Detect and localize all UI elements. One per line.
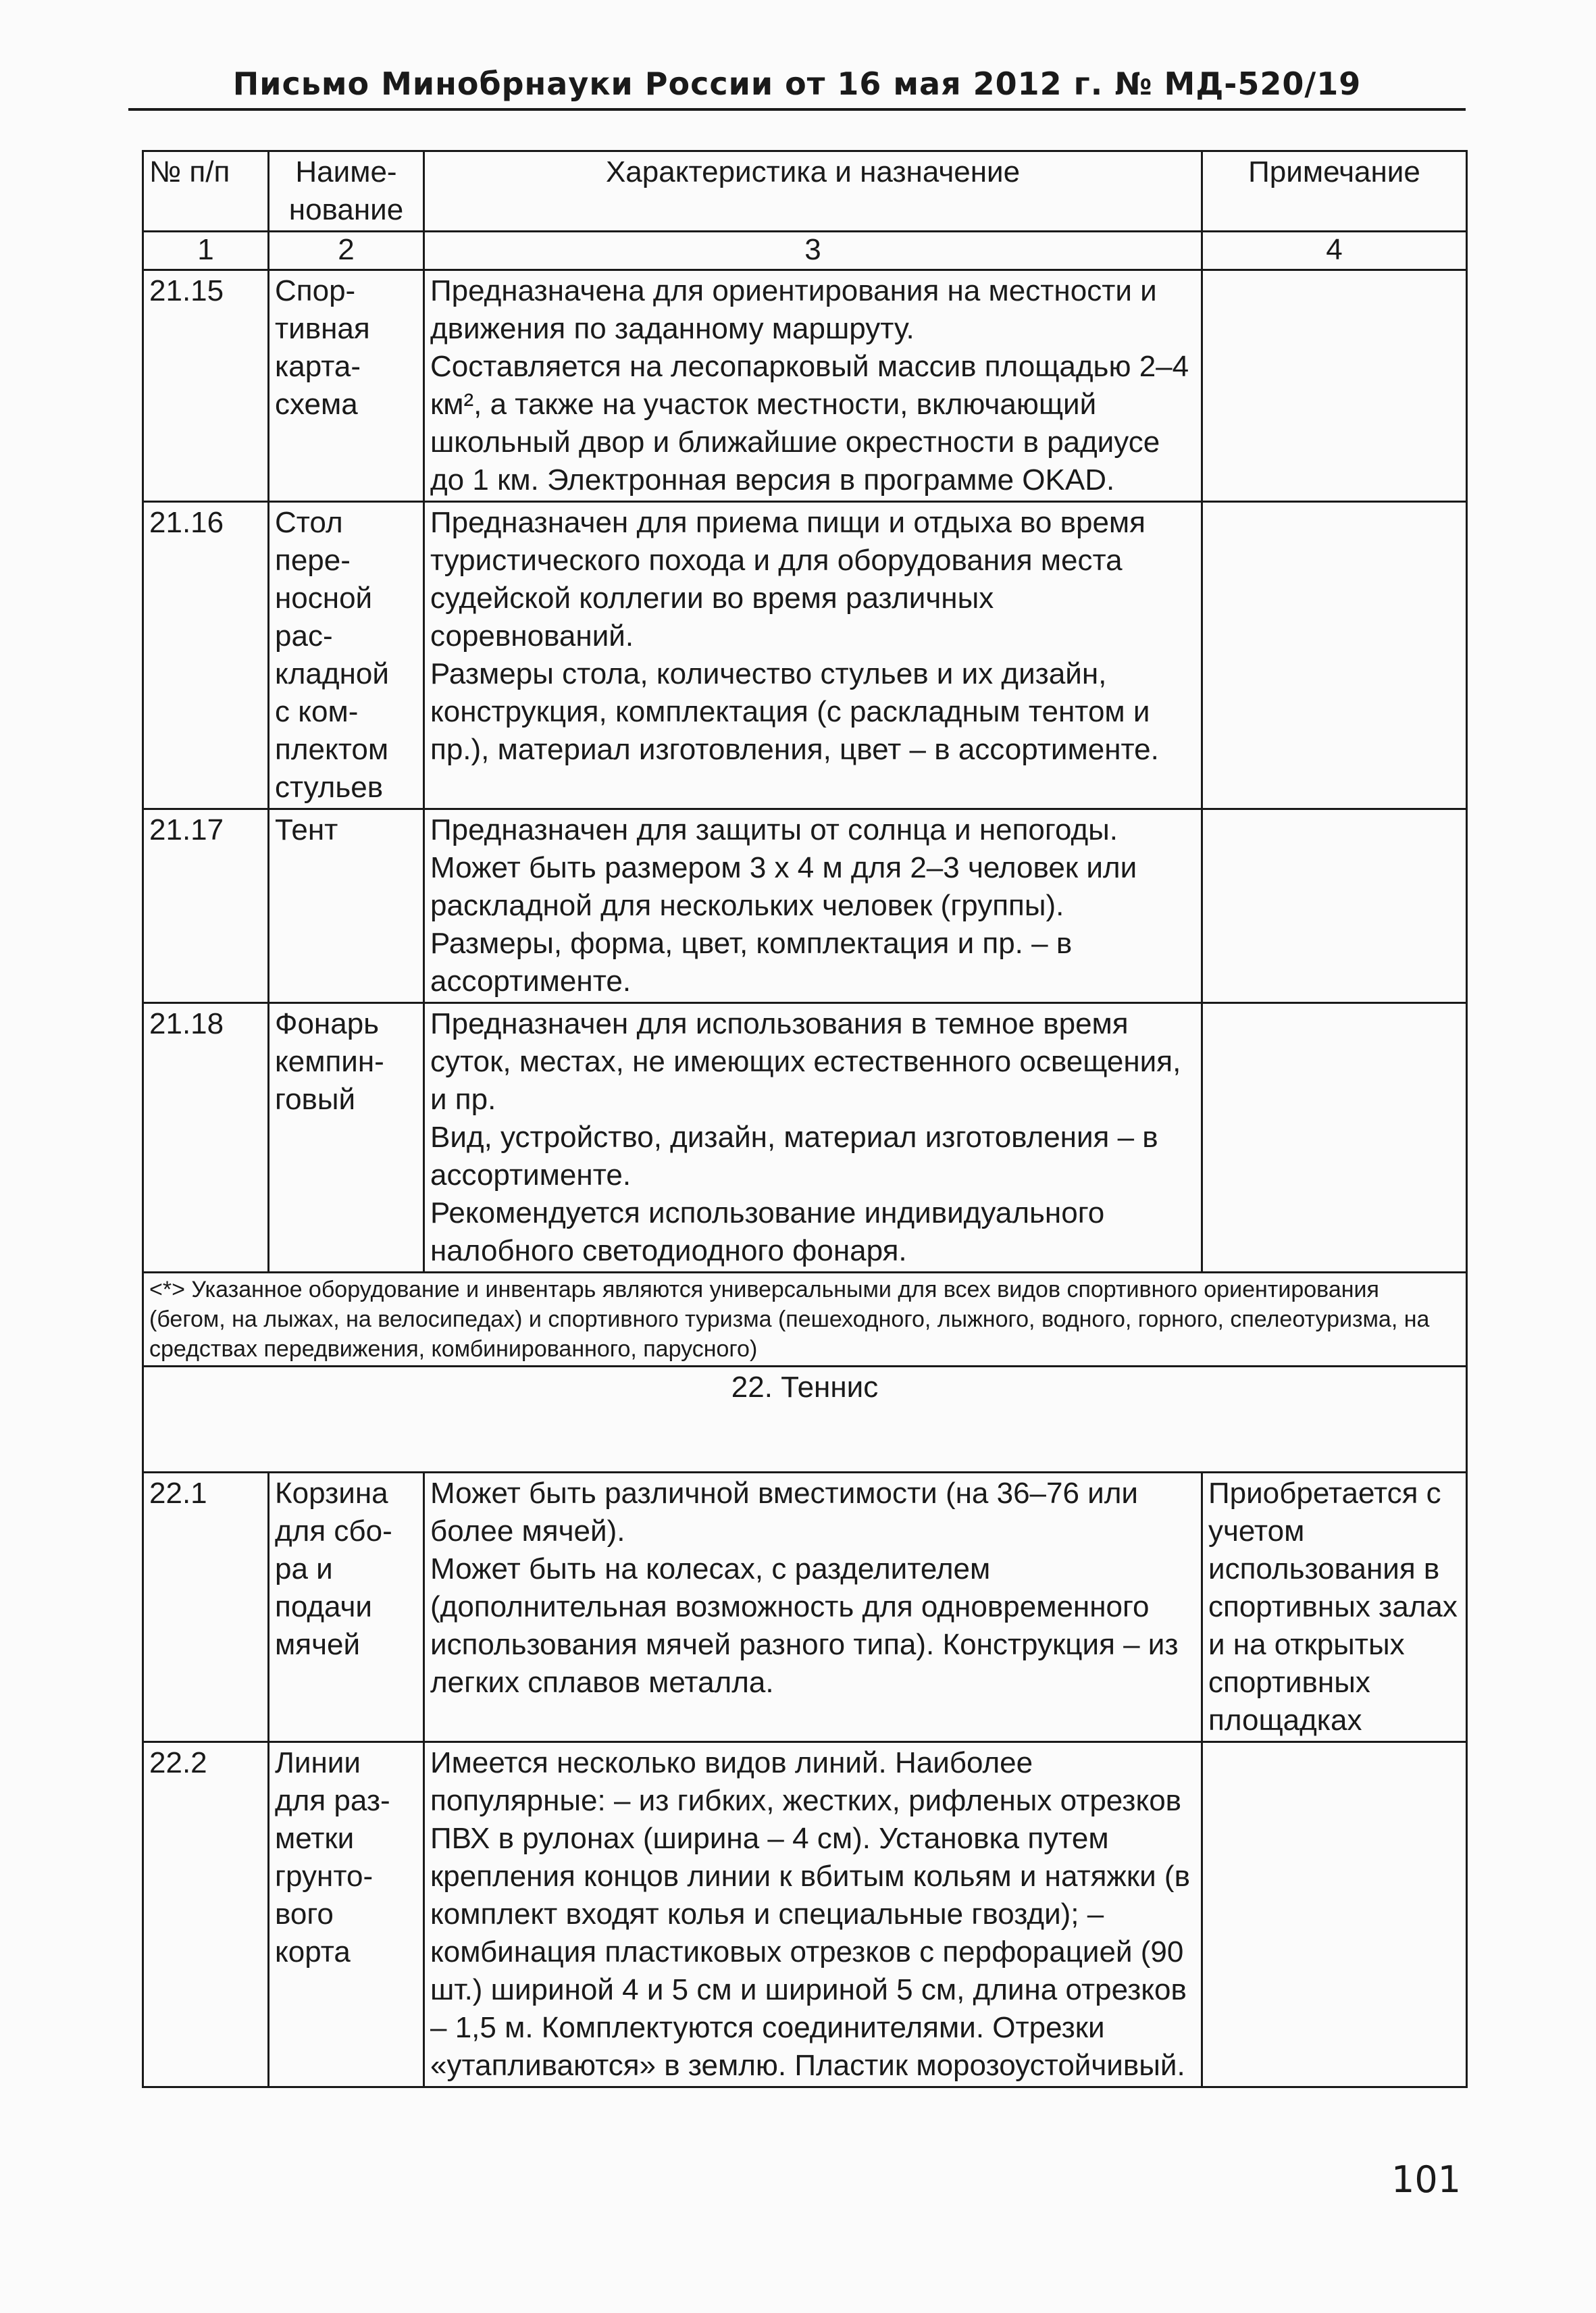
row-note: [1202, 809, 1467, 1003]
header-description: Характеристика и назначение: [424, 151, 1202, 232]
header-number: № п/п: [143, 151, 269, 232]
row-description: Предназначена для ориентирования на местности и движения по заданному маршруту. Составляется на лесопарковый массив площадью 2–4 км², а также на участок местности, включающий школьный двор и ближайшие окрестности в радиусе до 1 км. Электронная версия в программе OKAD.: [424, 270, 1202, 502]
row-number: 22.2: [143, 1742, 269, 2087]
section-row: [143, 1367, 1467, 1473]
row-note: [1202, 270, 1467, 502]
row-name: Стол пере- носной рас- кладной с ком- плектом стульев: [269, 502, 424, 809]
table-row: [143, 1742, 1467, 2087]
header-note: Примечание: [1202, 151, 1467, 232]
row-number: 21.17: [143, 809, 269, 1003]
footnote-row: [143, 1273, 1467, 1367]
row-note: [1202, 1742, 1467, 2087]
table-row: [143, 502, 1467, 809]
row-description: Предназначен для использования в темное время суток, местах, не имеющих естественного освещения, и пр. Вид, устройство, дизайн, материал изготовления – в ассортименте. Рекомендуется использование индивидуального налобного светодиодного фонаря.: [424, 1003, 1202, 1273]
row-number: 21.15: [143, 270, 269, 502]
header-name: Наиме- нование: [269, 151, 424, 232]
row-number: 21.16: [143, 502, 269, 809]
row-note: [1202, 502, 1467, 809]
page-number: 101: [1391, 2158, 1462, 2201]
row-name: Фонарь кемпин- говый: [269, 1003, 424, 1273]
table-header-row: [143, 151, 1467, 232]
row-description: Предназначен для приема пищи и отдыха во время туристического похода и для оборудования места судейской коллегии во время различных соревнований. Размеры стола, количество стульев и их дизайн, конструкция, комплектация (с раскладным тентом и пр.), материал изготовления, цвет – в ассортименте.: [424, 502, 1202, 809]
table-row: [143, 1003, 1467, 1273]
column-number-4: 4: [1202, 232, 1467, 270]
row-note: [1202, 1003, 1467, 1273]
row-note: Приобретается с учетом использования в спортивных залах и на открытых спортивных площадках: [1202, 1473, 1467, 1742]
row-name: Корзина для сбо- ра и подачи мячей: [269, 1473, 424, 1742]
equipment-table: [142, 150, 1468, 2088]
table-row: [143, 809, 1467, 1003]
row-number: 22.1: [143, 1473, 269, 1742]
footnote-text: <*> Указанное оборудование и инвентарь являются универсальными для всех видов спортивного ориентирования (бегом, на лыжах, на велосипедах) и спортивного туризма (пешеходного, лыжного, водного, горного, спелеотуризма, на средствах передвижения, комбинированного, парусного): [143, 1273, 1467, 1367]
row-name: Спор- тивная карта- схема: [269, 270, 424, 502]
row-number: 21.18: [143, 1003, 269, 1273]
row-name: Тент: [269, 809, 424, 1003]
row-description: Предназначен для защиты от солнца и непогоды. Может быть размером 3 х 4 м для 2–3 человек или раскладной для нескольких человек (группы). Размеры, форма, цвет, комплектация и пр. – в ассортименте.: [424, 809, 1202, 1003]
column-number-row: [143, 232, 1467, 270]
row-name: Линии для раз- метки грунто- вого корта: [269, 1742, 424, 2087]
column-number-1: 1: [143, 232, 269, 270]
header-divider: [128, 108, 1466, 111]
page-header-title: Письмо Минобрнауки России от 16 мая 2012 г. № МД-520/19: [232, 66, 1362, 102]
table-row: [143, 1473, 1467, 1742]
row-description: Имеется несколько видов линий. Наиболее популярные: – из гибких, жестких, рифленых отрезков ПВХ в рулонах (ширина – 4 см). Установка путем крепления концов линии к вбитым кольям и натяжки (в комплект входят колья и специальные гвозди); – комбинация пластиковых отрезков с перфорацией (90 шт.) шириной 4 и 5 см и шириной 5 см, длина отрезков – 1,5 м. Комплектуются соединителями. Отрезки «утапливаются» в землю. Пластик морозоустойчивый.: [424, 1742, 1202, 2087]
table-row: [143, 270, 1467, 502]
column-number-2: 2: [269, 232, 424, 270]
column-number-3: 3: [424, 232, 1202, 270]
row-description: Может быть различной вместимости (на 36–76 или более мячей). Может быть на колесах, с разделителем (дополнительная возможность для одновременного использования мячей разного типа). Конструкция – из легких сплавов металла.: [424, 1473, 1202, 1742]
section-title: 22. Теннис: [143, 1367, 1467, 1473]
